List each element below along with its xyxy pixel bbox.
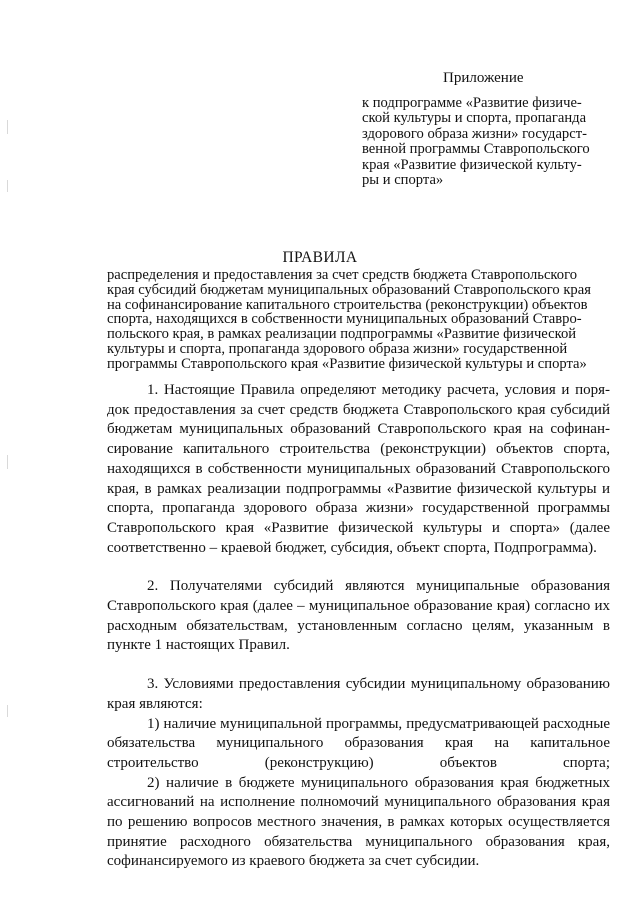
subtitle-line: края субсидий бюджетам муниципальных образований Ставропольского края [107, 281, 591, 298]
appendix-line: здорового образа жизни» государст- [362, 125, 587, 142]
scan-mark [7, 120, 8, 134]
document-title: ПРАВИЛА [282, 249, 358, 266]
subtitle-line: польского края, в рамках реализации подпрограммы «Развитие физической [107, 326, 577, 343]
appendix-title: Приложение [443, 70, 524, 86]
scan-mark [7, 455, 8, 469]
paragraph-3-item-1: 1) наличие муниципальной программы, предусматривающей расходные обязательства муниципального образования края на капитальное строительство (реконструкцию) объектов спорта; [107, 715, 610, 771]
subtitle-line: культуры и спорта, пропаганда здорового образа жизни» государственной [107, 340, 568, 357]
appendix-line: ской культуры и спорта, пропаганда [362, 110, 587, 127]
subtitle-line: программы Ставропольского края «Развитие физической культуры и спорта» [107, 355, 587, 372]
subtitle-line: на софинансирование капитального строительства (реконструкции) объектов [107, 296, 588, 313]
paragraph-3: 3. Условиями предоставления субсидии муниципальному образованию края являются: [107, 676, 610, 712]
appendix-line: к подпрограмме «Развитие физиче- [362, 95, 582, 111]
appendix-line: венной программы Ставропольского [362, 141, 590, 158]
appendix-line: края «Развитие физической культу- [362, 156, 582, 173]
paragraph-3-item-2: 2) наличие в бюджете муниципального образования края бюджетных ассигнований на исполнение полномочий муниципального образования края по решению вопросов местного значения, в рамках которых осуществляется принятие расходного обязательства муниципального образования края, софинансируемого из краевого бюджета за счет субсидии. [107, 774, 610, 870]
document-subtitle [107, 268, 612, 372]
scan-mark [7, 180, 8, 192]
subtitle-line: спорта, находящихся в собственности муниципальных образований Ставро- [107, 311, 582, 328]
paragraph-1: 1. Настоящие Правила определяют методику расчета, условия и порядок предоставления за счет средств бюджета Ставропольского края субсидий бюджетам муниципальных образований Ставропольского края на софинансирование капитального строительства (реконструкции) объектов спорта, находящихся в собственности муниципальных образований Ставропольского края, в рамках реализации подпрограммы «Развитие физической культуры и спорта, пропаганда здорового образа жизни» государственной программы Ставропольского края «Развитие физической культуры и спорта» (далее соответственно – краевой бюджет, субсидия, объект спорта, Подпрограмма). [107, 382, 610, 556]
appendix-reference [362, 96, 612, 188]
subtitle-line: распределения и предоставления за счет средств бюджета Ставропольского [107, 267, 577, 283]
appendix-line: ры и спорта» [362, 172, 444, 189]
paragraph-2: 2. Получателями субсидий являются муниципальные образования Ставропольского края (далее – муниципальное образование края) согласно их расходным обязательствам, установленным согласно целям, указанным в пункте 1 настоящих Правил. [107, 578, 610, 654]
document-body [107, 381, 610, 872]
scan-mark [7, 705, 8, 717]
